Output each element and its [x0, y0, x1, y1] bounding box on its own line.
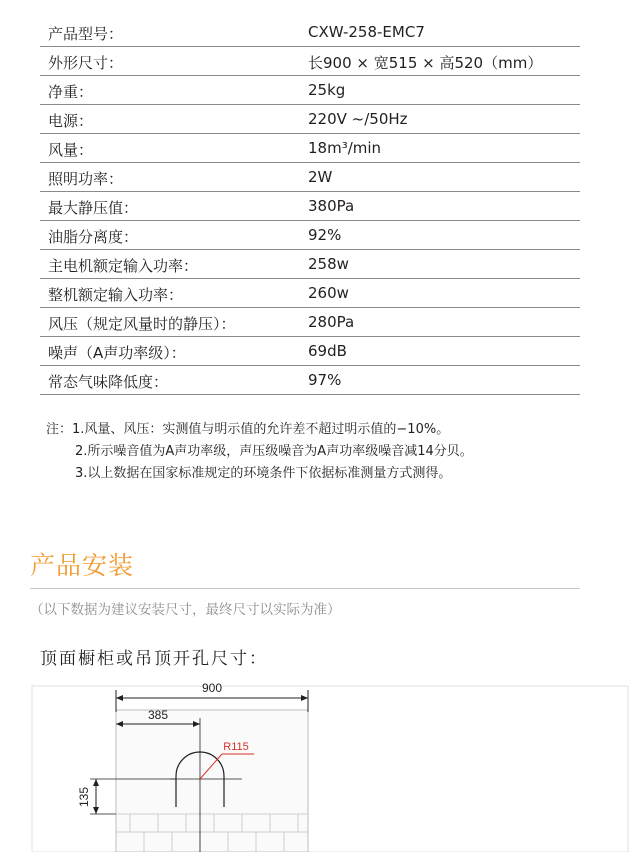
spec-label: 照明功率： — [48, 170, 124, 188]
spec-label: 油脂分离度： — [48, 228, 139, 246]
spec-value: 92% — [308, 226, 342, 244]
spec-label: 整机额定输入功率： — [48, 286, 184, 304]
spec-row — [40, 76, 580, 105]
spec-row — [40, 134, 580, 163]
spec-row — [40, 47, 580, 76]
spec-row — [40, 163, 580, 192]
spec-label: 常态气味降低度： — [48, 373, 169, 391]
spec-label: 噪声（A声功率级）： — [48, 344, 186, 362]
spec-table — [40, 18, 580, 395]
spec-label: 净重： — [48, 83, 94, 101]
spec-value: 380Pa — [308, 197, 355, 215]
spec-value: 220V ~/50Hz — [308, 110, 408, 128]
notes — [46, 419, 473, 485]
spec-value: 18m³/min — [308, 139, 382, 157]
spec-value: 25kg — [308, 81, 346, 99]
spec-label: 最大静压值： — [48, 199, 139, 217]
spec-value: CXW-258-EMC7 — [308, 23, 425, 41]
spec-label: 风量： — [48, 141, 94, 159]
spec-row — [40, 308, 580, 337]
section-title: 产品安装 — [30, 551, 135, 580]
height-label: 135 — [77, 786, 91, 808]
spec-row — [40, 192, 580, 221]
spec-value: 69dB — [308, 342, 347, 360]
width-label: 900 — [201, 681, 223, 695]
spec-label: 风压（规定风量时的静压）： — [48, 315, 236, 333]
spec-row — [40, 279, 580, 308]
note-line-1: 注：1.风量、风压：实测值与明示值的允许差不超过明示值的−10%。 — [46, 422, 450, 437]
note-line-2: 2.所示噪音值为A声功率级，声压级噪音为A声功率级噪音减14分贝。 — [75, 444, 473, 459]
diagram-title: 顶面橱柜或吊顶开孔尺寸： — [40, 649, 268, 669]
spec-row — [40, 221, 580, 250]
spec-row — [40, 337, 580, 366]
spec-row — [40, 250, 580, 279]
spec-row — [40, 366, 580, 395]
spec-label: 主电机额定输入功率： — [48, 257, 199, 275]
spec-row — [40, 18, 580, 47]
section-subtitle: （以下数据为建议安装尺寸，最终尺寸以实际为准） — [30, 602, 341, 618]
spec-value: 2W — [308, 168, 333, 186]
spec-label: 电源： — [48, 112, 94, 130]
spec-row — [40, 105, 580, 134]
offset-label: 385 — [147, 708, 169, 722]
spec-value: 280Pa — [308, 313, 355, 331]
radius-label: R115 — [223, 741, 249, 753]
section-divider — [30, 588, 580, 589]
spec-value: 长900 × 宽515 × 高520（mm） — [308, 54, 543, 72]
cutout-diagram — [30, 672, 630, 852]
spec-value: 260w — [308, 284, 349, 302]
spec-label: 产品型号： — [48, 25, 124, 43]
spec-value: 97% — [308, 371, 342, 389]
spec-value: 258w — [308, 255, 349, 273]
spec-label: 外形尺寸： — [48, 54, 124, 72]
note-line-3: 3.以上数据在国家标准规定的环境条件下依据标准测量方式测得。 — [75, 466, 452, 481]
board-panel — [116, 710, 308, 852]
